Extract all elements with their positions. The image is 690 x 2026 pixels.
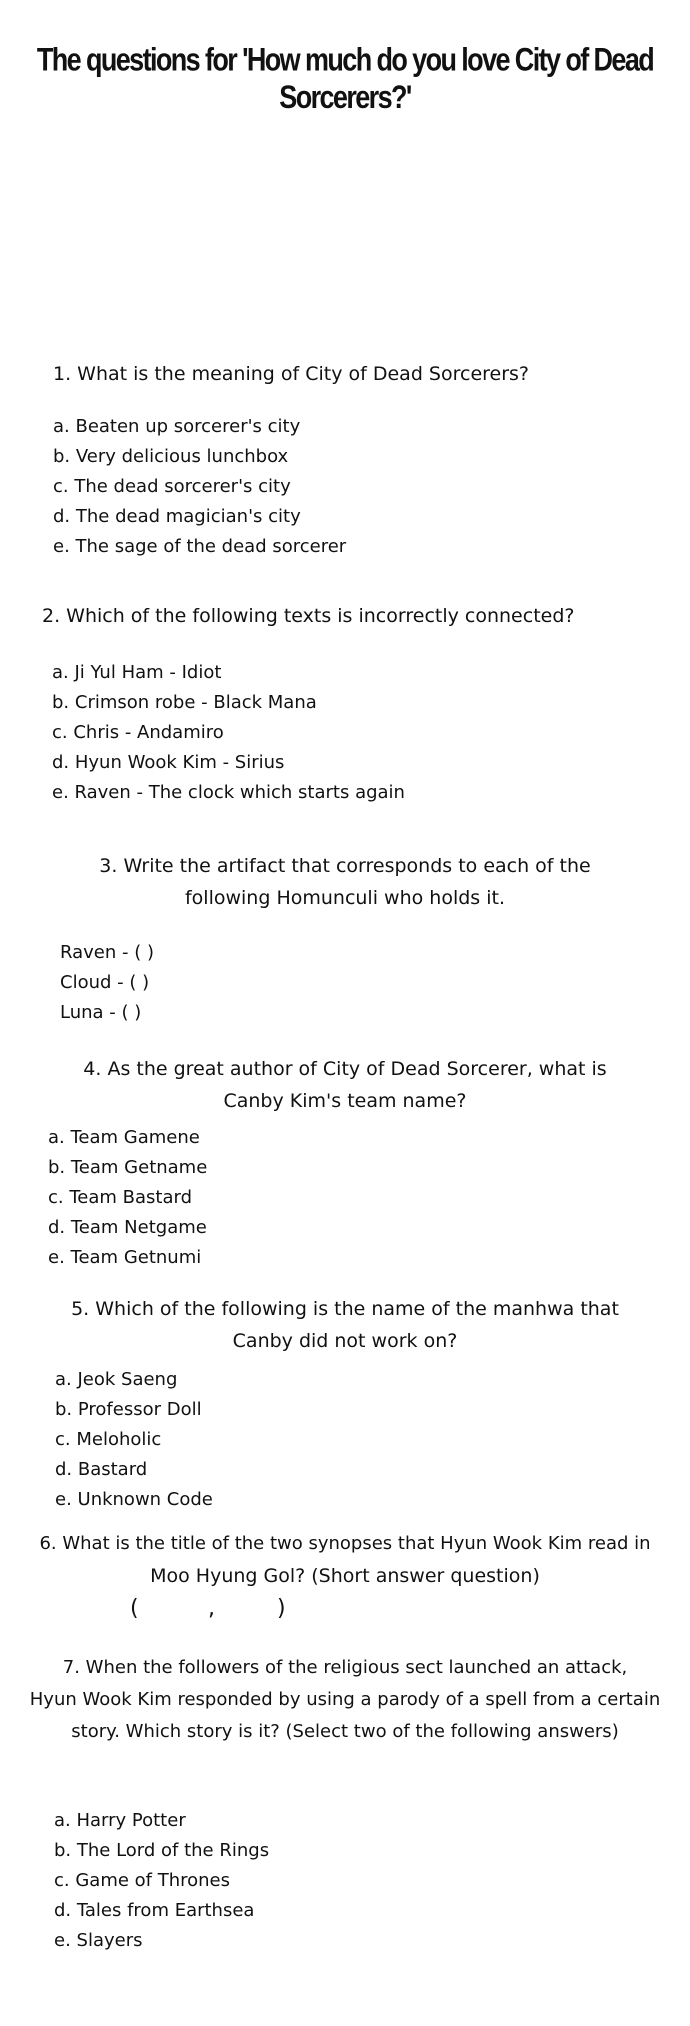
option-c: c. Meloholic — [55, 1429, 162, 1450]
question-1 — [53, 358, 673, 562]
comma: , — [208, 1596, 215, 1621]
option-c: c. Chris - Andamiro — [52, 722, 224, 743]
close-paren: ) — [277, 1596, 286, 1621]
option-a: a. Team Gamene — [48, 1127, 200, 1148]
question-3-items — [60, 938, 690, 1028]
question-5-text-line2: Canby did not work on? — [232, 1330, 458, 1352]
option-d: d. Bastard — [55, 1459, 148, 1480]
option-a: a. Jeok Saeng — [55, 1369, 178, 1390]
open-paren: ( — [130, 1596, 139, 1621]
option-b: b. Team Getname — [48, 1157, 208, 1178]
answer-line-cloud: Cloud - ( ) — [60, 972, 150, 993]
question-7 — [0, 1652, 690, 1956]
question-6-text-line1: 6. What is the title of the two synopses that Hyun Wook Kim read in — [39, 1533, 651, 1554]
option-b: b. Professor Doll — [55, 1399, 202, 1420]
option-d: d. Hyun Wook Kim - Sirius — [52, 752, 285, 773]
option-b: b. Crimson robe - Black Mana — [52, 692, 317, 713]
option-a: a. Harry Potter — [54, 1810, 186, 1831]
option-e: e. Team Getnumi — [48, 1247, 202, 1268]
option-b: b. The Lord of the Rings — [54, 1840, 270, 1861]
option-e: e. The sage of the dead sorcerer — [53, 536, 347, 557]
answer-line-luna: Luna - ( ) — [60, 1002, 142, 1023]
option-c: c. Game of Thrones — [54, 1870, 231, 1891]
question-1-text: 1. What is the meaning of City of Dead Sorcerers? — [53, 363, 530, 385]
question-7-text-line3: story. Which story is it? (Select two of the following answers) — [71, 1721, 619, 1742]
question-7-text-line1: 7. When the followers of the religious sect launched an attack, — [62, 1657, 628, 1678]
option-b: b. Very delicious lunchbox — [53, 446, 289, 467]
question-3-text-line2: following Homunculi who holds it. — [184, 887, 505, 909]
question-1-options — [53, 412, 673, 562]
question-6-answer-blank — [0, 1594, 690, 1628]
answer-line-raven: Raven - ( ) — [60, 942, 154, 963]
question-6-text-line2: Moo Hyung Gol? (Short answer question) — [150, 1565, 540, 1587]
question-6 — [0, 1528, 690, 1628]
question-5-options — [55, 1365, 690, 1515]
option-e: e. Unknown Code — [55, 1489, 213, 1510]
page-title: The questions for 'How much do you love City of Dead Sorcerers?' — [36, 41, 654, 115]
question-5 — [0, 1293, 690, 1515]
option-d: d. Team Netgame — [48, 1217, 207, 1238]
question-7-options — [54, 1806, 690, 1956]
question-4-text-line1: 4. As the great author of City of Dead Sorcerer, what is — [83, 1058, 607, 1080]
question-4 — [0, 1053, 690, 1273]
option-a: a. Ji Yul Ham - Idiot — [52, 662, 222, 683]
option-a: a. Beaten up sorcerer's city — [53, 416, 301, 437]
option-e: e. Slayers — [54, 1930, 143, 1951]
question-2-options — [52, 658, 672, 808]
option-e: e. Raven - The clock which starts again — [52, 782, 405, 803]
option-d: d. The dead magician's city — [53, 506, 301, 527]
question-2-text: 2. Which of the following texts is incorrectly connected? — [42, 605, 575, 627]
question-2 — [42, 600, 672, 808]
question-3-text-line1: 3. Write the artifact that corresponds to each of the — [99, 855, 591, 877]
question-5-text-line1: 5. Which of the following is the name of the manhwa that — [71, 1298, 619, 1320]
option-d: d. Tales from Earthsea — [54, 1900, 255, 1921]
question-4-text-line2: Canby Kim's team name? — [223, 1090, 467, 1112]
question-7-text-line2: Hyun Wook Kim responded by using a parody of a spell from a certain — [29, 1689, 661, 1710]
question-4-options — [48, 1123, 690, 1273]
question-3 — [0, 850, 690, 1028]
option-c: c. Team Bastard — [48, 1187, 192, 1208]
option-c: c. The dead sorcerer's city — [53, 476, 291, 497]
